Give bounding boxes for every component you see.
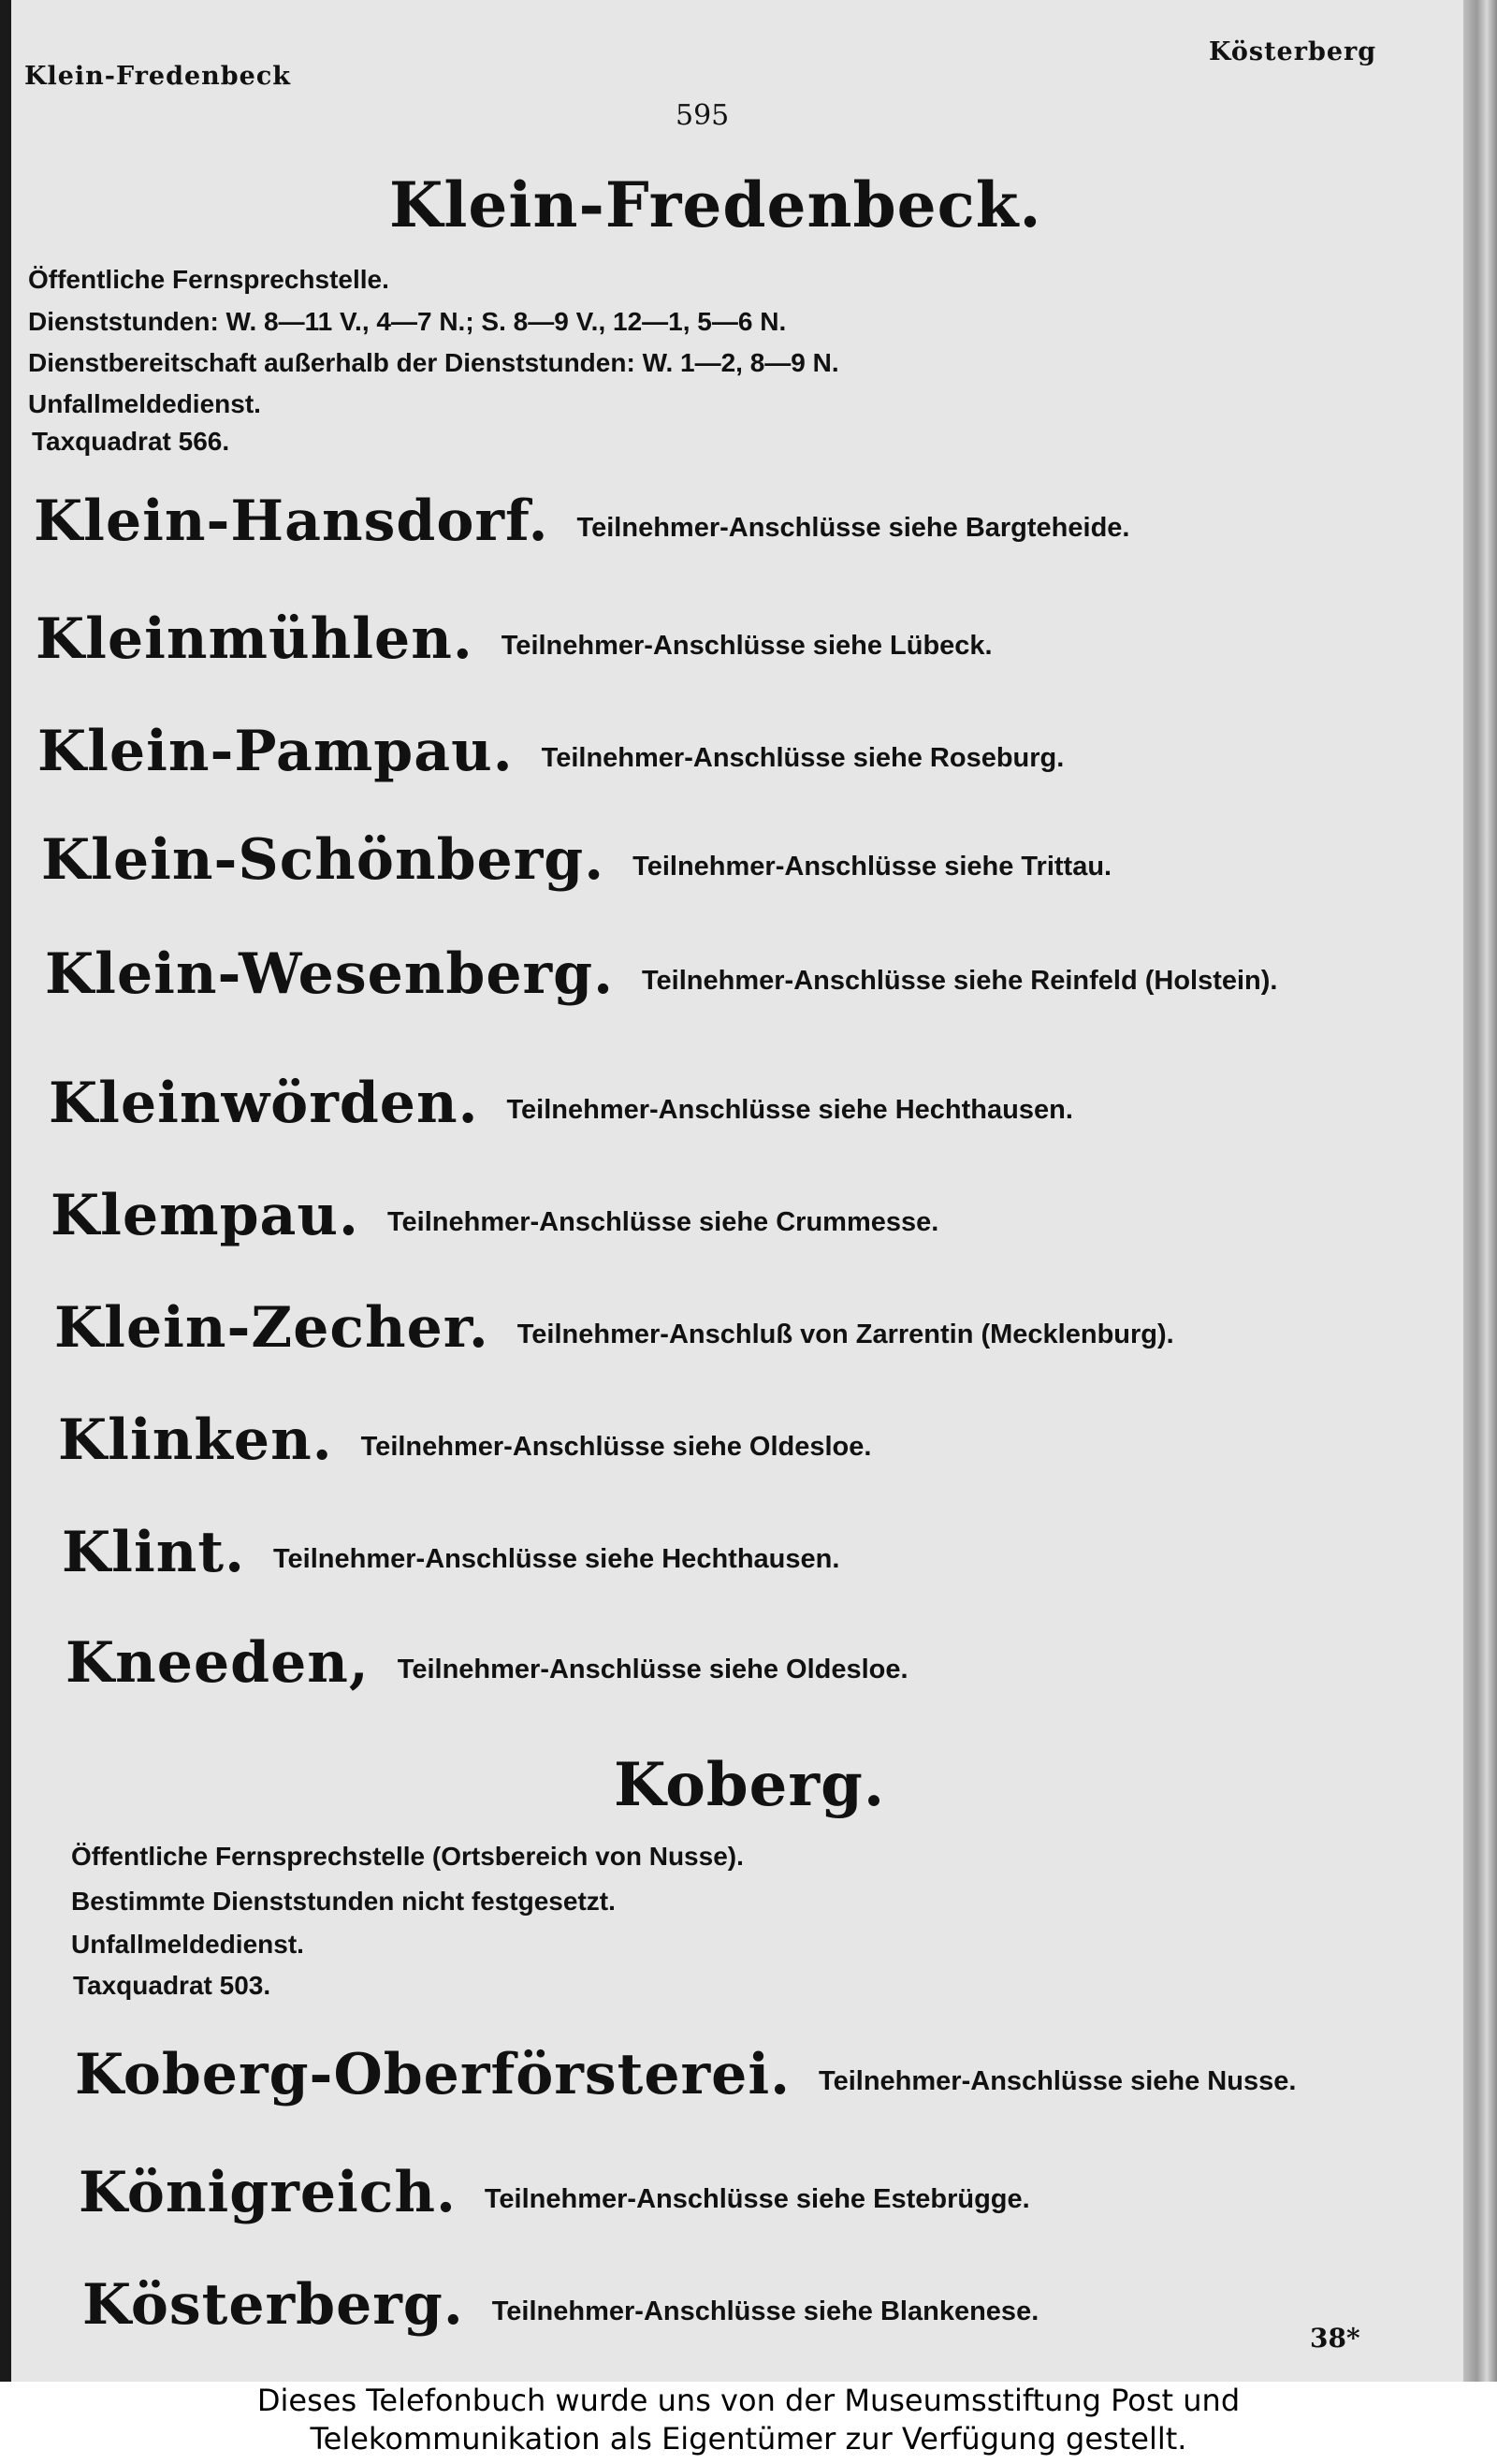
directory-entry: [79, 2160, 1030, 2225]
entry-name: Kleinwörden.: [49, 1071, 479, 1136]
directory-entry: [58, 1407, 871, 1473]
section-title-klein-fredenbeck: Klein-Fredenbeck.: [389, 168, 1042, 241]
entry-reference: Teilnehmer-Anschlüsse siehe Bargteheide.: [576, 513, 1130, 543]
directory-entry: [65, 1630, 908, 1696]
entry-name: Klein-Hansdorf.: [34, 488, 549, 554]
entry-reference: Teilnehmer-Anschlüsse siehe Reinfeld (Holstein).: [641, 966, 1278, 996]
entry-name: Kleinmühlen.: [36, 606, 473, 672]
running-head-right: Kösterberg: [1209, 37, 1377, 66]
info-line: Öffentliche Fernsprechstelle (Ortsbereich von Nusse).: [71, 1842, 744, 1871]
entry-name: Klein-Pampau.: [37, 719, 514, 784]
entry-reference: Teilnehmer-Anschlüsse siehe Nusse.: [819, 2066, 1297, 2096]
section-title-koberg: Koberg.: [614, 1750, 886, 1820]
directory-entry: [45, 941, 1278, 1007]
entry-reference: Teilnehmer-Anschlüsse siehe Lübeck.: [501, 631, 993, 661]
entry-name: Königreich.: [79, 2160, 457, 2225]
page-number: 595: [676, 99, 730, 132]
provenance-footer: [0, 2382, 1497, 2464]
info-line: Taxquadrat 503.: [73, 1971, 271, 2000]
info-line: Bestimmte Dienststunden nicht festgesetzt.: [71, 1887, 616, 1916]
entry-name: Klempau.: [51, 1183, 359, 1248]
entry-reference: Teilnehmer-Anschluß von Zarrentin (Mecklenburg).: [516, 1319, 1174, 1349]
directory-entry: [82, 2272, 1039, 2338]
info-line: Unfallmeldedienst.: [28, 389, 261, 418]
directory-entry: [54, 1295, 1174, 1361]
entry-name: Klinken.: [58, 1407, 333, 1473]
directory-entry: [34, 488, 1129, 554]
info-line: Taxquadrat 566.: [32, 427, 230, 456]
signature-mark: 38*: [1310, 2323, 1360, 2354]
footer-line-1: Dieses Telefonbuch wurde uns von der Museumsstiftung Post und: [256, 2383, 1241, 2418]
page-binding-edge: [0, 0, 11, 2382]
entry-name: Klein-Wesenberg.: [45, 941, 614, 1007]
directory-entry: [75, 2042, 1296, 2107]
entry-reference: Teilnehmer-Anschlüsse siehe Hechthausen.: [506, 1095, 1073, 1125]
info-line: Dienststunden: W. 8—11 V., 4—7 N.; S. 8—9 V., 12—1, 5—6 N.: [28, 307, 787, 336]
entry-name: Koberg-Oberförsterei.: [75, 2042, 792, 2107]
directory-entry: [41, 827, 1112, 893]
entry-reference: Teilnehmer-Anschlüsse siehe Hechthausen.: [272, 1544, 840, 1574]
entry-reference: Teilnehmer-Anschlüsse siehe Blankenese.: [491, 2296, 1039, 2326]
page-right-edge: [1463, 0, 1497, 2382]
footer-line-2: Telekommunikation als Eigentümer zur Verfügung gestellt.: [310, 2421, 1187, 2457]
entry-reference: Teilnehmer-Anschlüsse siehe Roseburg.: [541, 743, 1065, 773]
directory-entry: [37, 719, 1064, 784]
directory-entry: [62, 1520, 839, 1585]
info-line: Dienstbereitschaft außerhalb der Dienststunden: W. 1—2, 8—9 N.: [28, 348, 839, 377]
entry-reference: Teilnehmer-Anschlüsse siehe Trittau.: [632, 852, 1112, 882]
info-line: Öffentliche Fernsprechstelle.: [28, 265, 389, 294]
entry-reference: Teilnehmer-Anschlüsse siehe Crummesse.: [386, 1207, 939, 1237]
entry-name: Kösterberg.: [82, 2272, 464, 2338]
entry-name: Klein-Schönberg.: [41, 827, 605, 893]
entry-name: Klein-Zecher.: [54, 1295, 489, 1361]
entry-name: Kneeden,: [65, 1630, 370, 1696]
entry-reference: Teilnehmer-Anschlüsse siehe Oldesloe.: [360, 1432, 872, 1462]
directory-entry: [51, 1183, 938, 1248]
running-head-left: Klein-Fredenbeck: [24, 62, 291, 91]
entry-reference: Teilnehmer-Anschlüsse siehe Oldesloe.: [397, 1655, 908, 1684]
entry-name: Klint.: [62, 1520, 245, 1585]
directory-entry: [49, 1071, 1073, 1136]
info-line: Unfallmeldedienst.: [71, 1930, 304, 1959]
directory-entry: [36, 606, 993, 672]
entry-reference: Teilnehmer-Anschlüsse siehe Estebrügge.: [484, 2184, 1030, 2214]
